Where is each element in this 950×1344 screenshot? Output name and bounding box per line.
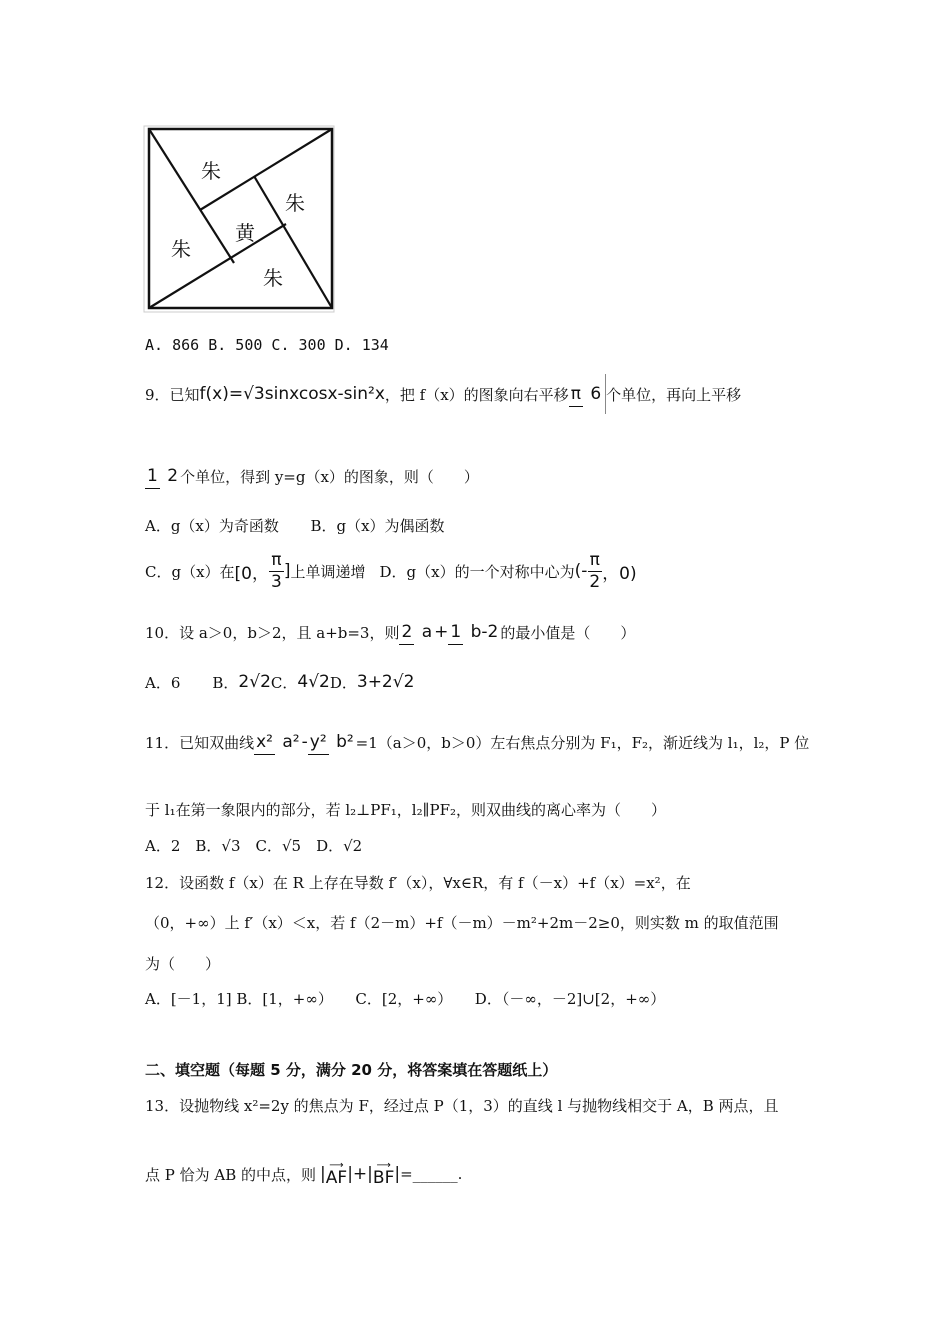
q9-options-cd [145, 549, 637, 593]
fraction-den: b² [336, 731, 354, 752]
cell-left-label: 朱 [171, 237, 191, 261]
fraction-num: y² [308, 732, 329, 755]
q13-line2-prefix: 点 P 恰为 AB 的中点，则 [145, 1165, 317, 1184]
vector-af [325, 1159, 348, 1188]
vector-bf [372, 1159, 395, 1188]
vector-label: BF [372, 1167, 395, 1188]
q9-line2 [145, 455, 479, 497]
fraction-den: a² [282, 731, 300, 752]
q10-fraction-2 [448, 621, 500, 642]
q11-prefix: 11．已知双曲线 [145, 733, 255, 752]
q13-vector-sum [320, 1159, 401, 1188]
q9-suffix: 个单位，再向上平移 [606, 385, 742, 404]
q11-line2: 于 l₁在第一象限内的部分，若 l₂⊥PF₁，l₂∥PF₂，则双曲线的离心率为（ ） [145, 801, 667, 819]
q9-option-c-fraction [269, 549, 284, 592]
fraction-den: 3 [271, 571, 282, 592]
q9-shift-fraction [569, 383, 603, 404]
fraction-num: π [271, 549, 282, 570]
q12-line1: 12．设函数 f（x）在 R 上存在导数 f′（x），∀x∈R，有 f（－x）+f（x）=x²，在 [145, 874, 691, 892]
cell-center-label: 黄 [235, 221, 255, 245]
q10-options [145, 670, 414, 694]
q9-prefix: 9．已知 [145, 385, 200, 404]
q9-option-d-point [574, 549, 637, 592]
q10-suffix: 的最小值是（ ） [500, 623, 636, 642]
q11-y-fraction [308, 731, 356, 752]
cell-right-label: 朱 [285, 191, 305, 215]
q10-fraction-1 [399, 621, 434, 642]
vector-arrow-icon: ⟶ [376, 1159, 391, 1171]
fraction-den: 2 [589, 571, 601, 592]
section-title: 二、填空题（每题 5 分，满分 20 分，将答案填在答题纸上） [145, 1061, 558, 1079]
fraction-num: π [589, 549, 600, 570]
q10-option-c: 4√2 [297, 672, 330, 692]
point-open: (- [574, 561, 588, 581]
q9-option-b: B．g（x）为偶函数 [310, 517, 445, 535]
q10-stem [145, 610, 635, 654]
q11-line1 [145, 714, 809, 770]
fraction-den: a [421, 621, 433, 642]
q9-shift-den: 6 [590, 383, 602, 404]
q10-option-a: A．6 [145, 673, 181, 692]
q9-option-d-fraction [587, 549, 602, 592]
q9-option-a: A．g（x）为奇函数 [145, 517, 279, 535]
q10-option-d: 3+2√2 [356, 672, 415, 692]
q9-up-fraction [145, 465, 180, 486]
q11-x-fraction [254, 731, 302, 752]
interval-open: [0， [234, 563, 269, 584]
q9-option-d-prefix: D．g（x）的一个对称中心为 [379, 562, 575, 581]
vector-arrow-icon: ⟶ [329, 1159, 344, 1171]
q9-up-den: 2 [167, 465, 179, 486]
q10-prefix: 10．设 a＞0，b＞2，且 a+b=3，则 [145, 623, 400, 642]
abs-bar: | [320, 1164, 326, 1184]
q10-option-d-label: D． [329, 673, 357, 692]
abs-bar: | [394, 1164, 401, 1184]
abs-bar: | [367, 1164, 373, 1184]
plus-sign: + [434, 622, 449, 642]
q9-option-c-interval [234, 549, 291, 592]
q13-line2 [145, 1158, 462, 1190]
abs-bar: | [347, 1164, 353, 1184]
fraction-num: x² [254, 732, 275, 755]
vector-label: AF [325, 1167, 348, 1188]
q9-line2-text: 个单位，得到 y=g（x）的图象，则（ ） [180, 467, 479, 486]
q10-option-b: 2√2 [238, 672, 271, 692]
q10-option-b-label: B． [212, 673, 239, 692]
q9-option-c-prefix: C．g（x）在 [145, 562, 235, 581]
cell-bottom-label: 朱 [263, 266, 283, 290]
minus-sign: - [301, 732, 308, 752]
q13-line2-suffix: =______. [400, 1165, 463, 1183]
q11-suffix: =1（a＞0，b＞0）左右焦点分别为 F₁，F₂，渐近线为 l₁，l₂，P 位 [355, 733, 810, 752]
q11-options: A．2 B．√3 C．√5 D．√2 [145, 837, 363, 855]
q12-line2: （0，+∞）上 f′（x）＜x，若 f（2－m）+f（－m）－m²+2m－2≥0，则实数 m 的取值范围 [145, 914, 779, 932]
q12-options: A．[－1，1] B．[1，+∞） C．[2，+∞） D．（－∞，－2]∪[2，+∞） [145, 990, 666, 1008]
q9-shift-num: π [569, 384, 583, 407]
q8-options: A. 866 B. 500 C. 300 D. 134 [145, 336, 389, 354]
q9-up-num: 1 [145, 466, 160, 489]
plus-sign: + [352, 1164, 368, 1184]
cell-top-label: 朱 [201, 159, 221, 183]
fraction-num: 2 [399, 622, 414, 645]
interval-close: ] [283, 561, 291, 581]
q10-option-c-label: C． [270, 673, 298, 692]
q12-line3: 为（ ） [145, 955, 221, 973]
q9-line1 [145, 372, 741, 416]
q9-function: f(x)=√3sinxcosx-sin²x [199, 384, 385, 404]
q13-line1: 13．设抛物线 x²=2y 的焦点为 F，经过点 P（1，3）的直线 l 与抛物线相交于 A，B 两点，且 [145, 1097, 779, 1115]
q9-option-c-suffix: 上单调递增 [290, 562, 366, 581]
fraction-num: 1 [448, 622, 463, 645]
q9-options-ab [145, 515, 445, 536]
fraction-den: b-2 [470, 621, 499, 642]
pinwheel-figure [143, 125, 335, 313]
point-close: ，0) [602, 563, 637, 584]
q9-mid: ，把 f（x）的图象向右平移 [384, 385, 569, 404]
